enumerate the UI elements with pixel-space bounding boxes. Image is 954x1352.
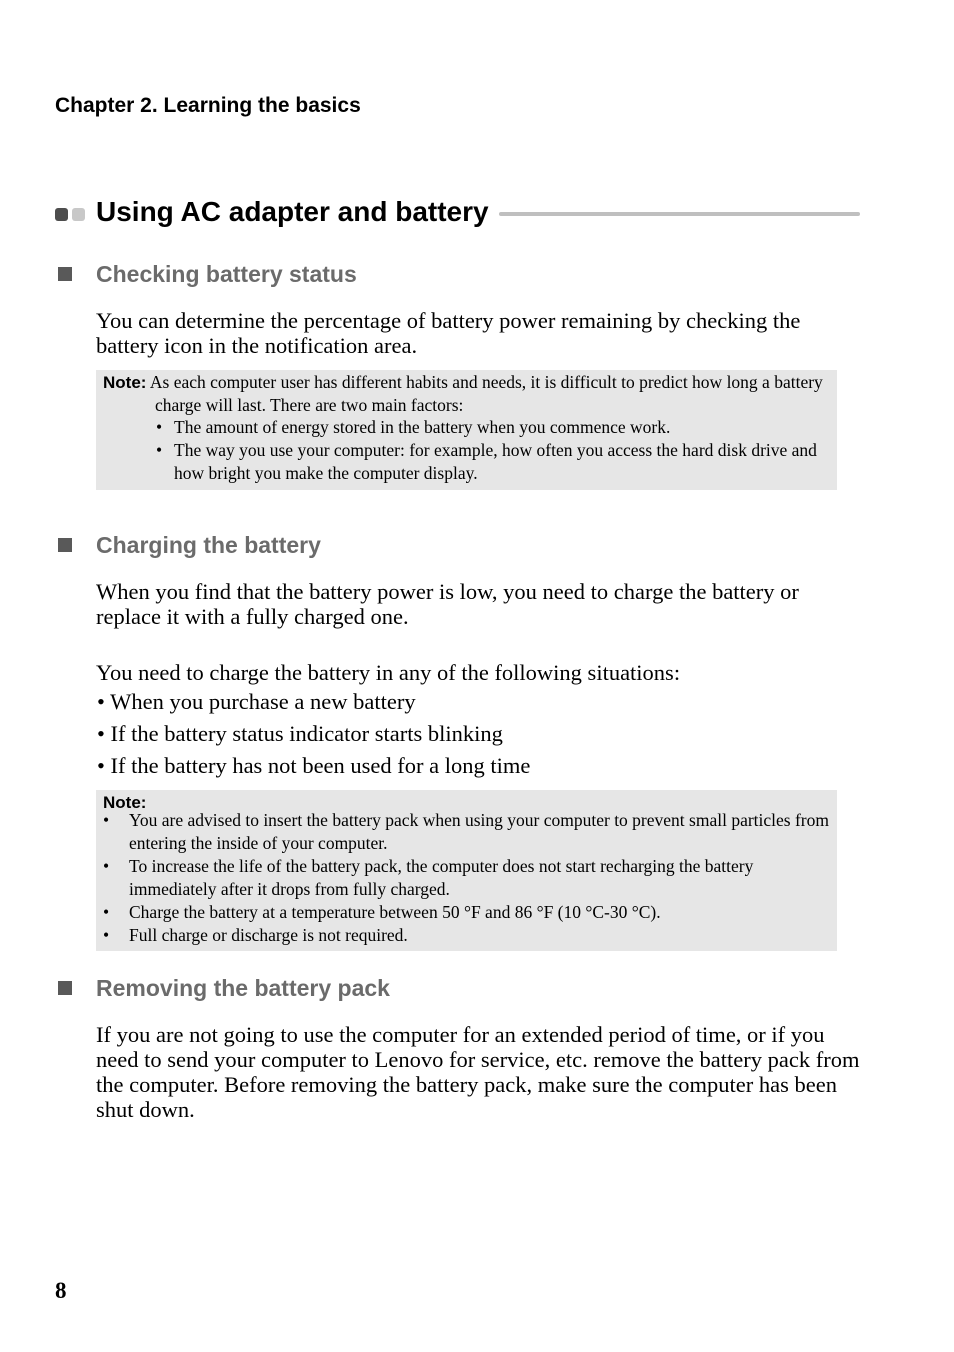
note-label: Note: [103, 373, 147, 392]
section-heading [55, 196, 860, 232]
note-intro [103, 371, 828, 417]
note-bullet-icon: • [103, 925, 110, 945]
removing-paragraph: If you are not going to use the computer for an extended period of time, or if you need to send your computer to Lenovo for service, etc. remove the battery pack from the computer. Before removing the battery pack, make sure the computer has been shut down. [96, 1022, 860, 1122]
list-item: • If the battery has not been used for a long time [97, 753, 531, 778]
square-bullet-icon [58, 267, 72, 281]
note-item: Charge the battery at a temperature between 50 °F and 86 °F (10 °C-30 °C). [129, 902, 661, 922]
checking-paragraph: You can determine the percentage of battery power remaining by checking the battery icon in the notification area. [96, 308, 801, 358]
note-intro-text: As each computer user has different habits and needs, it is difficult to predict how long a battery charge will last. There are two main factors: [149, 372, 823, 415]
note-item: The way you use your computer: for example, how often you access the hard disk drive and how bright you make the computer display. [174, 440, 817, 483]
section-bullets-icon [55, 208, 91, 222]
subsection-title: Checking battery status [96, 261, 357, 287]
note-item: You are advised to insert the battery pack when using your computer to prevent small particles from entering the inside of your computer. [129, 810, 829, 853]
page-number: 8 [55, 1278, 67, 1303]
subsection-title: Charging the battery [96, 532, 321, 558]
subsection-title: Removing the battery pack [96, 975, 390, 1001]
note-bullet-icon: • [103, 856, 110, 876]
note-bullet-icon: • [156, 440, 163, 460]
note-box-checking [96, 370, 837, 490]
list-item: • When you purchase a new battery [97, 689, 416, 714]
square-bullet-icon [58, 538, 72, 552]
chapter-header: Chapter 2. Learning the basics [55, 94, 361, 117]
note-bullet-icon: • [156, 417, 163, 437]
note-item: Full charge or discharge is not required. [129, 925, 408, 945]
note-item: To increase the life of the battery pack, the computer does not start recharging the battery immediately after it drops from fully charged. [129, 856, 754, 899]
note-bullet-icon: • [103, 810, 110, 830]
section-rule [499, 212, 860, 216]
charging-paragraph-2: You need to charge the battery in any of the following situations: [96, 660, 681, 685]
note-bullet-icon: • [103, 902, 110, 922]
square-bullet-icon [58, 981, 72, 995]
charging-paragraph-1: When you find that the battery power is low, you need to charge the battery or replace it with a fully charged one. [96, 579, 799, 629]
note-box-charging [96, 790, 837, 951]
section-title: Using AC adapter and battery [96, 196, 489, 227]
note-label: Note: [103, 793, 147, 812]
note-item: The amount of energy stored in the battery when you commence work. [174, 417, 671, 437]
list-item: • If the battery status indicator starts blinking [97, 721, 503, 746]
